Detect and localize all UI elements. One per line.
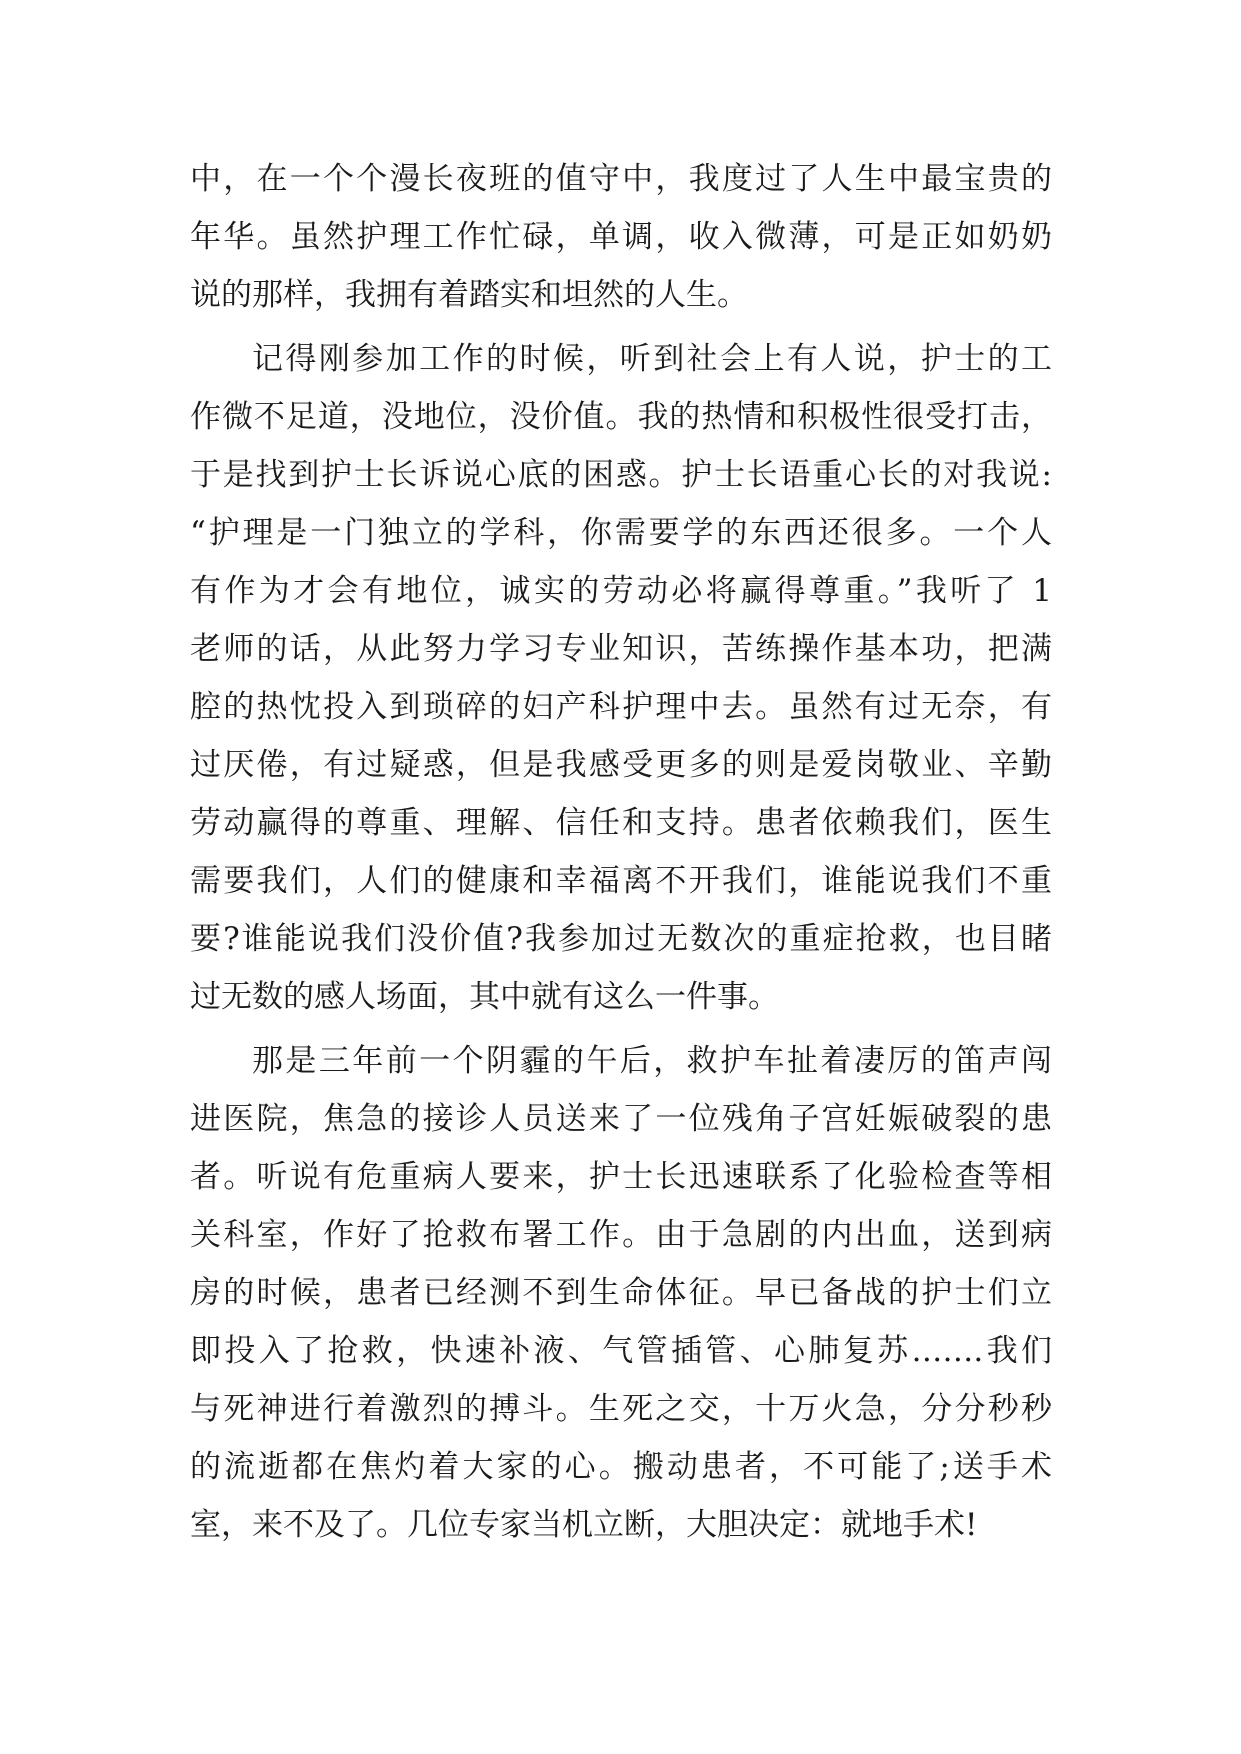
text-line: 中，在一个个漫长夜班的值守中，我度过了人生中最宝贵的 bbox=[190, 161, 1052, 197]
text-line: 与死神进行着激烈的搏斗。生死之交，十万火急，分分秒秒 bbox=[190, 1391, 1052, 1427]
text-line: “护理是一门独立的学科，你需要学的东西还很多。一个人 bbox=[190, 515, 1052, 551]
text-line: 腔的热忱投入到琐碎的妇产科护理中去。虽然有过无奈，有 bbox=[190, 689, 1052, 725]
text-line: 有作为才会有地位，诚实的劳动必将赢得尊重。”我听了 1 bbox=[190, 573, 1052, 609]
text-line: 要?谁能说我们没价值?我参加过无数次的重症抢救，也目睹 bbox=[190, 921, 1052, 957]
text-line: 老师的话，从此努力学习专业知识，苦练操作基本功，把满 bbox=[190, 631, 1052, 667]
text-line: 那是三年前一个阴霾的午后，救护车扯着凄厉的笛声闯 bbox=[252, 1043, 1052, 1079]
body-text bbox=[190, 150, 1052, 1554]
paragraph bbox=[190, 330, 1052, 1026]
text-line: 室，来不及了。几位专家当机立断，大胆决定：就地手术! bbox=[190, 1507, 978, 1543]
text-line: 房的时候，患者已经测不到生命体征。早已备战的护士们立 bbox=[190, 1275, 1052, 1311]
text-line: 于是找到护士长诉说心底的困惑。护士长语重心长的对我说: bbox=[190, 457, 1052, 493]
text-line: 进医院，焦急的接诊人员送来了一位残角子宫妊娠破裂的患 bbox=[190, 1101, 1052, 1137]
text-line: 过厌倦，有过疑惑，但是我感受更多的则是爱岗敬业、辛勤 bbox=[190, 747, 1052, 783]
text-line: 的流逝都在焦灼着大家的心。搬动患者，不可能了;送手术 bbox=[190, 1449, 1052, 1485]
text-line: 过无数的感人场面，其中就有这么一件事。 bbox=[190, 979, 779, 1015]
text-line: 者。听说有危重病人要来，护士长迅速联系了化验检查等相 bbox=[190, 1159, 1052, 1195]
paragraph bbox=[190, 150, 1052, 324]
text-line: 关科室，作好了抢救布署工作。由于急剧的内出血，送到病 bbox=[190, 1217, 1052, 1253]
text-line: 需要我们，人们的健康和幸福离不开我们，谁能说我们不重 bbox=[190, 863, 1052, 899]
text-line: 年华。虽然护理工作忙碌，单调，收入微薄，可是正如奶奶 bbox=[190, 219, 1052, 255]
text-line: 劳动赢得的尊重、理解、信任和支持。患者依赖我们，医生 bbox=[190, 805, 1052, 841]
text-line: 说的那样，我拥有着踏实和坦然的人生。 bbox=[190, 277, 748, 313]
paragraph bbox=[190, 1032, 1052, 1554]
text-line: 即投入了抢救，快速补液、气管插管、心肺复苏…….我们 bbox=[190, 1333, 1052, 1369]
text-line: 作微不足道，没地位，没价值。我的热情和积极性很受打击， bbox=[190, 399, 1052, 435]
text-line: 记得刚参加工作的时候，听到社会上有人说，护士的工 bbox=[252, 341, 1052, 377]
